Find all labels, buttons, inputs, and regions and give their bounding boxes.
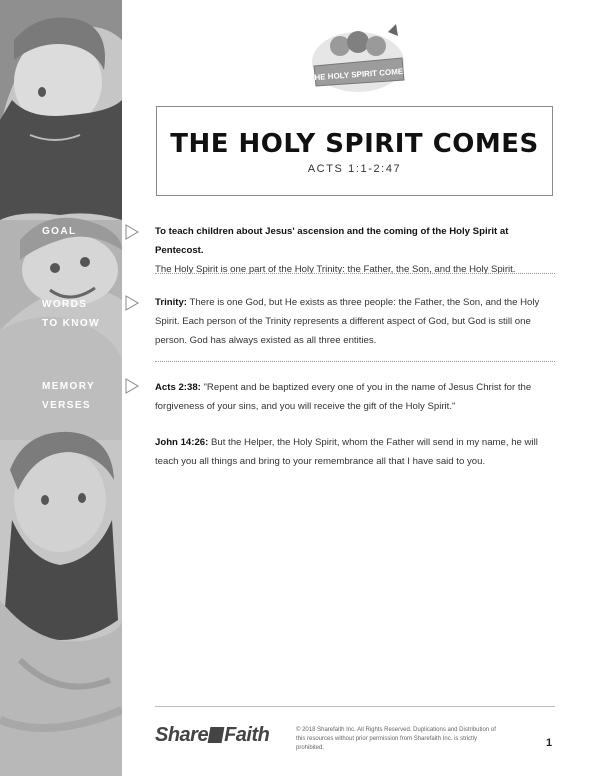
verse-text: But the Helper, the Holy Spirit, whom the Father will send in my name, he will teach you all things and bring to your remembrance all that I have said to you. [155, 437, 538, 467]
memory-verse-2 [155, 433, 555, 471]
brand-mark-icon [208, 727, 225, 743]
page-number: 1 [546, 737, 553, 749]
memory-label-line1: MEMORY [42, 381, 96, 392]
memory-label-line2: VERSES [42, 400, 91, 411]
verse-reference: Acts 2:38: [155, 382, 201, 393]
divider [155, 273, 555, 274]
sharefaith-logo [155, 724, 269, 747]
words-to-know-label [0, 295, 122, 333]
words-arrow-icon [125, 295, 139, 311]
memory-verse-1 [155, 378, 555, 416]
page-title: THE HOLY SPIRIT COMES [170, 129, 539, 159]
verse-text: "Repent and be baptized every one of you in the name of Jesus Christ for the forgiveness of your sins, and you will receive the gift of the Holy Spirit." [155, 382, 532, 412]
goal-lead: To teach children about Jesus' ascension and the coming of the Holy Spirit at Pentecost. [155, 226, 509, 256]
memory-verses-label [0, 377, 122, 415]
words-label-line1: WORDS [42, 299, 88, 310]
term-definition: There is one God, but He exists as three people: the Father, the Son, and the Holy Spirit. Each person of the Trinity represents a different aspect of God, but God is still one person. God has always existed as all three entities. [155, 297, 540, 346]
goal-arrow-icon [125, 224, 139, 240]
badge-text: THE HOLY SPIRIT COMES [309, 66, 409, 83]
goal-label-text: GOAL [42, 226, 77, 237]
sidebar-illustration [0, 0, 122, 776]
words-content [155, 293, 555, 350]
goal-content [155, 222, 555, 279]
lesson-badge-logo [306, 22, 410, 96]
scripture-reference: ACTS 1:1-2:47 [307, 163, 402, 175]
term: Trinity: [155, 297, 187, 308]
words-label-line2: TO KNOW [42, 318, 100, 329]
title-box [156, 106, 553, 196]
copyright-notice: © 2018 Sharefaith Inc. All Rights Reserved. Duplications and Distribution of this resources without prior permission from Sharefaith Inc. is strictly prohibited. [296, 727, 496, 751]
brand-right: Faith [224, 724, 270, 746]
footer-divider [155, 706, 555, 707]
divider [155, 361, 555, 362]
verse-reference: John 14:26: [155, 437, 209, 448]
goal-label [0, 222, 122, 241]
goal-body: The Holy Spirit is one part of the Holy Trinity: the Father, the Son, and the Holy Spirit. [155, 264, 516, 275]
memory-arrow-icon [125, 378, 139, 394]
brand-left: Share [155, 724, 209, 746]
